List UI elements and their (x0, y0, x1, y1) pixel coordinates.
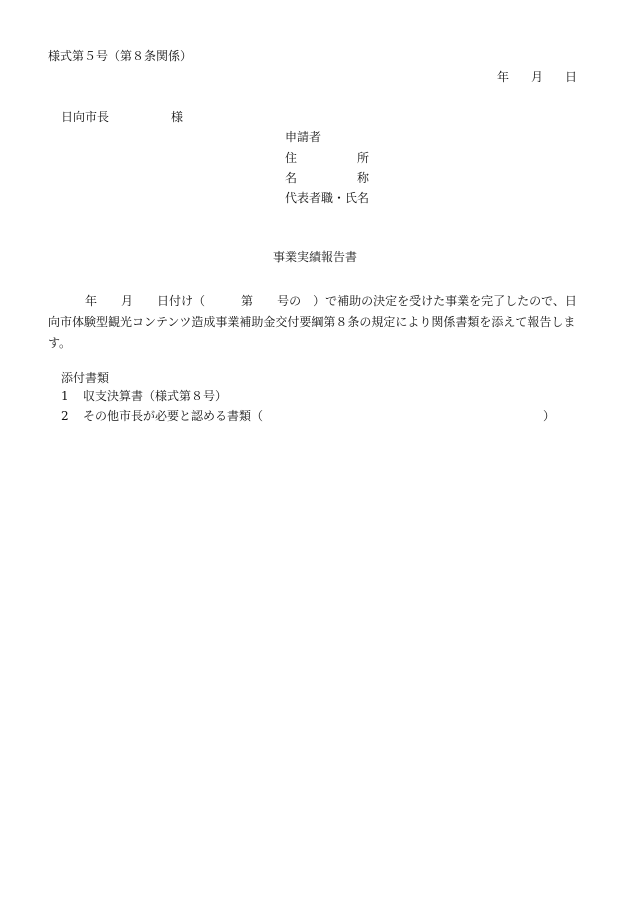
attachment-text: 収支決算書（様式第８号） (83, 389, 228, 403)
body-text: 号の ）で補助の決定を受けた事業を完了したので、日向市体験型観光コンテンツ造成事業補助金交付要綱第８条の規定により関係書類を添えて報告します。 (48, 294, 577, 350)
addressee-name: 日向市長 (61, 110, 110, 124)
body-year: 年 (85, 294, 98, 308)
body-dai: 第 (241, 294, 254, 308)
attachment-text: その他市長が必要と認める書類（ (83, 409, 264, 423)
attachment-close-paren: ） (543, 409, 556, 423)
date-year: 年 (497, 70, 510, 84)
addressee-honorific: 様 (171, 110, 184, 124)
applicant-label: 申請者 (285, 130, 322, 144)
body-dated: 日付け（ (157, 294, 206, 308)
applicant-address-label: 住 所 (285, 151, 369, 165)
attachments-heading: 添付書類 (61, 371, 110, 385)
attachment-item (61, 390, 227, 402)
date-month: 月 (531, 70, 544, 84)
form-number: 様式第５号（第８条関係） (48, 49, 193, 63)
attachment-number: 2 (61, 409, 69, 423)
date-day: 日 (565, 70, 578, 84)
body-month: 月 (121, 294, 134, 308)
addressee (61, 111, 183, 123)
document-title: 事業実績報告書 (272, 250, 357, 264)
report-body (48, 291, 588, 354)
attachment-number: 1 (61, 389, 69, 403)
attachment-item (61, 410, 555, 422)
applicant-representative-label: 代表者職・氏名 (285, 191, 370, 205)
date-line (497, 71, 577, 83)
applicant-name-label: 名 称 (285, 171, 369, 185)
